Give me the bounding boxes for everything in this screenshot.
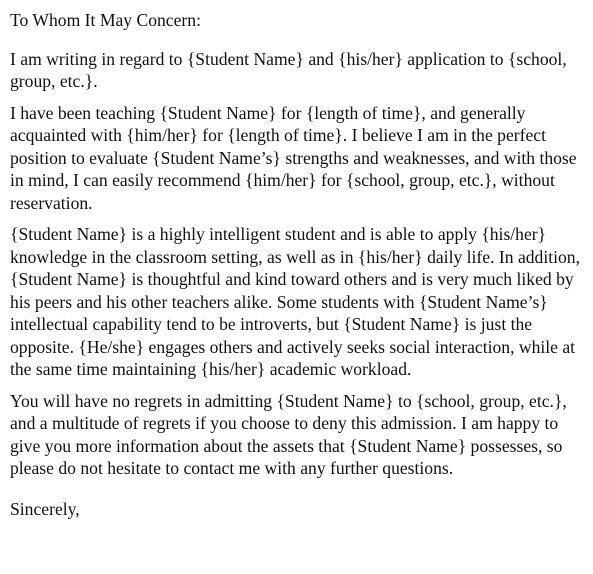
letter-paragraph-relationship: I have been teaching {Student Name} for {length of time}, and generally acquainted with {him/her} for {length of time}. I believe I am in the perfect position to evaluate {Student Name’s} strengths and weaknesses, and with those in mind, I can easily recommend {him/her} for {school, group, etc.}, without reservation. [10,102,577,213]
letter-salutation: To Whom It May Concern: [10,10,201,30]
letter-closing: Sincerely, [10,498,80,519]
letter-paragraph-conclusion: You will have no regrets in admitting {Student Name} to {school, group, etc.}, and a multitude of regrets if you choose to deny this admission. I am happy to give you more information about the assets that {Student Name} possesses, so please do not hesitate to contact me with any further questions. [10,390,567,478]
letter-paragraph-qualities: {Student Name} is a highly intelligent student and is able to apply {his/her} knowledge in the classroom setting, as well as in {his/her} daily life. In addition, {Student Name} is thoughtful and kind toward others and is very much liked by his peers and his other teachers alike. Some students with {Student Name’s} intellectual capability tend to be introverts, but {Student Name} is just the opposite. {He/she} engages others and actively seeks social interaction, while at the same time maintaining {his/her} academic workload. [10,224,581,379]
letter-paragraph-intro: I am writing in regard to {Student Name} and {his/her} application to {school, group, etc.}. [10,48,567,91]
